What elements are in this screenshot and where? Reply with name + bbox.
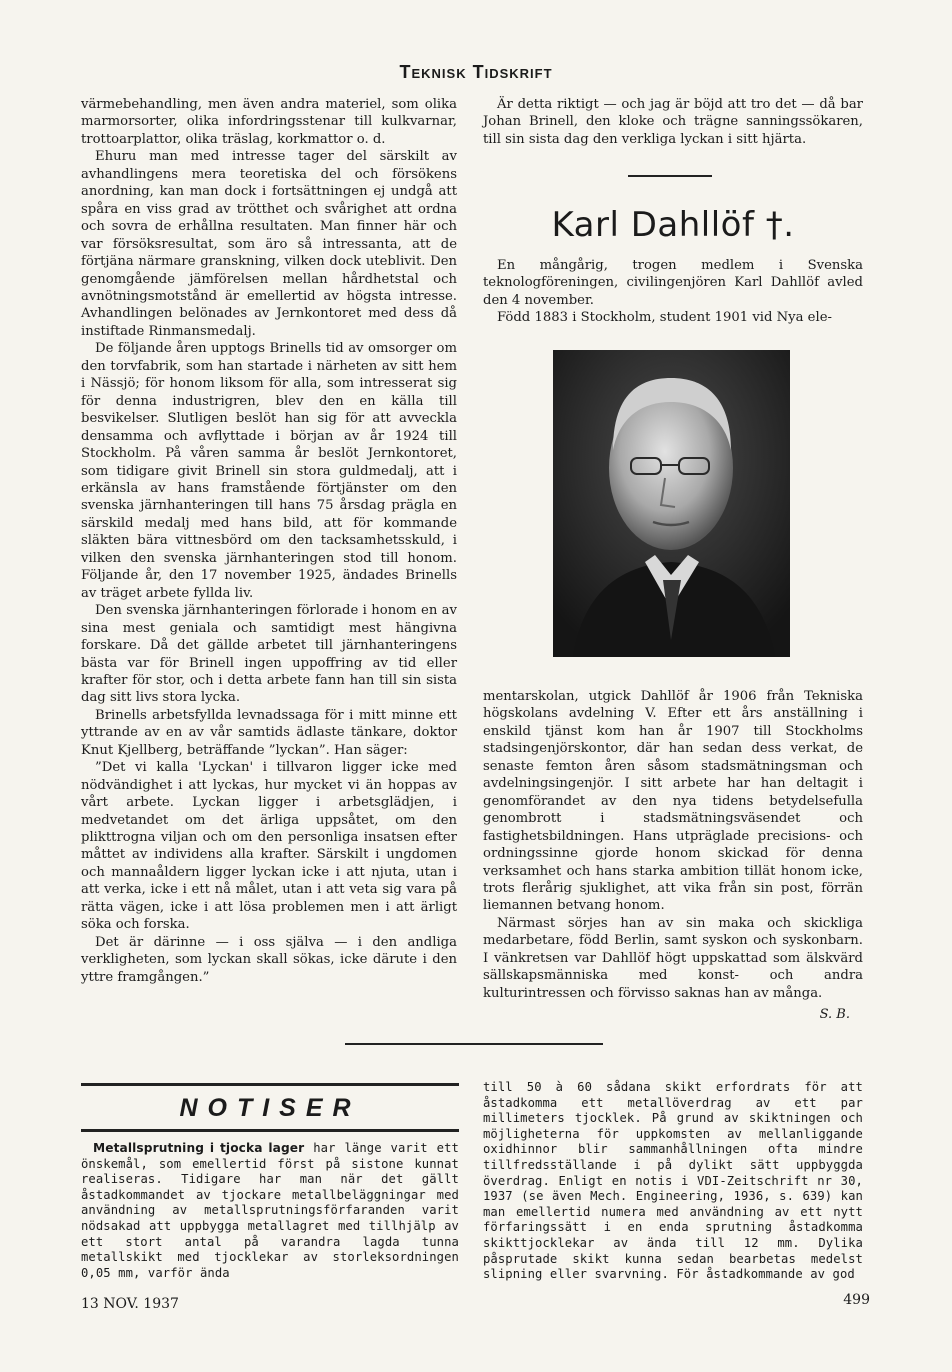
portrait-illustration <box>553 350 790 657</box>
paragraph: Ehuru man med intresse tager del särskilt av avhandlingens mera teoretiska del och försökens anordning, kan man dock i fortsättningen ej undgå att spåra en viss grad av trötthet och svårighet att ordna och sovra de erhållna resultaten. Man finner här och var försöksresultat, som äro så intressanta, att de förtjäna närmare granskning, vilken dock uteblivit. Den genomgående jämförelsen mellan hårdhetstal och avnötningsmotstånd är emellertid av högsta intresse. Avhandlingen belönades av Jernkontoret med dess då instiftade Rinmansmedalj. <box>81 149 457 339</box>
notiser-rule-top <box>81 1083 459 1086</box>
obituary-signature: S. B. <box>819 1007 850 1022</box>
footer-date: 13 NOV. 1937 <box>81 1296 179 1312</box>
running-header: Teknisk Tidskrift <box>399 62 553 82</box>
paragraph: En mångårig, trogen medlem i Svenska teknologföreningen, civilingenjören Karl Dahllöf avled den 4 november. <box>483 258 863 308</box>
notiser-right-column <box>483 1080 863 1283</box>
section-divider <box>628 175 712 177</box>
notice-lead: Metallsprutning i tjocka lager <box>93 1141 305 1155</box>
notiser-rule-bottom <box>81 1129 459 1132</box>
right-column-top <box>483 96 863 148</box>
notice-text: har länge varit ett önskemål, som emellertid först på sistone kunnat realiseras. Tidigare har man när det gällt åstadkommandet av tjockare metallbeläggningar med användning av metallsprutningsförfaranden varit nödsakad att uppbygga metallagret med tillhjälp av ett stort antal på varandra lagda tunna metallskikt med tjocklekar av storleksordningen 0,05 mm, varför ända <box>81 1141 459 1280</box>
quote-paragraph: ”Det vi kalla 'Lyckan' i tillvaron ligger icke med nödvändighet i att lyckas, hur mycket vi än hoppas av vårt arbete. Lyckan ligger i arbetsglädjen, i medvetandet om det ärliga uppsåtet, om den plikttrogna viljan och om den personliga insatsen efter måttet av individens alla krafter. Särskilt i ungdomen och mannaåldern ligger lyckan icke i att njuta, utan i att verka, icke i ett nå målet, utan i att veta sig vara på rätta vägen, icke i att lösa problemen men i att ärligt söka och forska. <box>81 760 457 933</box>
obituary-title: Karl Dahllöf †. <box>551 205 795 245</box>
paragraph: värmebehandling, men även andra materiel, som olika marmorsorter, olika infordringsstenar till kulkvarnar, trottoarplattor, olika träslag, korkmattor o. d. <box>81 97 457 147</box>
obituary-body <box>483 688 863 1002</box>
notice-paragraph <box>81 1141 459 1281</box>
paragraph: Den svenska järnhanteringen förlorade i honom en av sina mest geniala och samtidigt mest hängivna forskare. Då det gällde arbetet till järnhanteringens bästa var för Brinell ingen uppoffring av tid eller krafter för stor, och i detta arbete fann han till sin sista dag sitt livs stora lycka. <box>81 603 457 706</box>
page-divider <box>345 1043 603 1045</box>
paragraph: Är detta riktigt — och jag är böjd att tro det — då bar Johan Brinell, den kloke och trägne sanningssökaren, till sin sista dag den verkliga lyckan i sitt hjärta. <box>483 97 863 147</box>
obituary-intro <box>483 257 863 327</box>
paragraph: Född 1883 i Stockholm, student 1901 vid Nya ele- <box>497 310 832 326</box>
quote-paragraph: Det är därinne — i oss själva — i den andliga verkligheten, som lyckan skall sökas, icke därute i den yttre framgången.” <box>81 934 457 985</box>
notiser-left-column <box>81 1141 459 1281</box>
paragraph: De följande åren upptogs Brinells tid av omsorger om den torvfabrik, som han startade i närheten av sitt hem i Nässjö; för honom liksom för alla, som intresserat sig för denna industrigren, blev den en källa till besvikelser. Slutligen beslöt han sig för att avveckla densamma och avflyttade i början av år 1924 till Stockholm. På våren samma år beslöt Jernkontoret, som tidigare givit Brinell sin stora guldmedalj, att i erkänsla av hans framstående förtjänster om den svenska järnhanteringen till hans 75 årsdag prägla en särskild medalj med hans bild, att för kommande släkten bära vittnesbörd om den tacksamhetsskuld, i vilken den svenska järnhanteringen stod till honom. Följande år, den 17 november 1925, ändades Brinells av träget arbete fyllda liv. <box>81 341 457 601</box>
left-column <box>81 96 457 986</box>
portrait-photo <box>553 350 790 657</box>
paragraph: mentarskolan, utgick Dahllöf år 1906 från Tekniska högskolans avdelning V. Efter ett års anställning i enskild tjänst kom han år 1907 till Stockholms stadsingenjörskontor, där han sedan dess verkat, de senaste femton åren såsom stadsmätningsman och avdelningsingenjör. I sitt arbete har han deltagit i genomförandet av den nya tidens betydelsefulla genombrott i stadsmätningsväsendet och fastighetsbildningen. Hans utpräglade precisions- och ordningssinne gjorde honom skickad för denna verksamhet och hans starka ambition tillät honom icke, trots flerårig sjuklighet, att vika från sin post, förrän liemannen betvang honom. <box>483 689 863 914</box>
notice-paragraph: till 50 à 60 sådana skikt erfordrats för att åstadkomma ett metallöverdrag av ett par millimeters tjocklek. På grund av skiktningen och möjligheterna för uppkomsten av mellanliggande oxidhinnor blir sammanhållningen ofta mindre tillfredsställande i på dylikt sätt uppbyggda överdrag. Enligt en notis i VDI-Zeitschrift nr 30, 1937 (se även Mech. Engineering, 1936, s. 639) kan man emellertid numera med användning av ett nytt förfaringssätt i en enda sprutning åstadkomma skikttjocklekar av ända till 12 mm. Dylika påsprutade skikt kunna sedan bearbetas medelst slipning eller svarvning. För åstadkommande av god <box>483 1080 863 1282</box>
paragraph: Brinells arbetsfyllda levnadssaga för i mitt minne ett yttrande av en av vår samtids ädlaste tänkare, doktor Knut Kjellberg, beträffande ”lyckan”. Han säger: <box>81 707 457 758</box>
notiser-heading: NOTISER <box>179 1094 361 1122</box>
page-number: 499 <box>843 1292 870 1308</box>
paragraph: Närmast sörjes han av sin maka och skickliga medarbetare, född Berlin, samt syskon och syskonbarn. I vänkretsen var Dahllöf högt uppskattad som älskvärd sällskapsmänniska med konst- och andra kulturintressen och förvisso saknas han av många. <box>483 915 863 1001</box>
